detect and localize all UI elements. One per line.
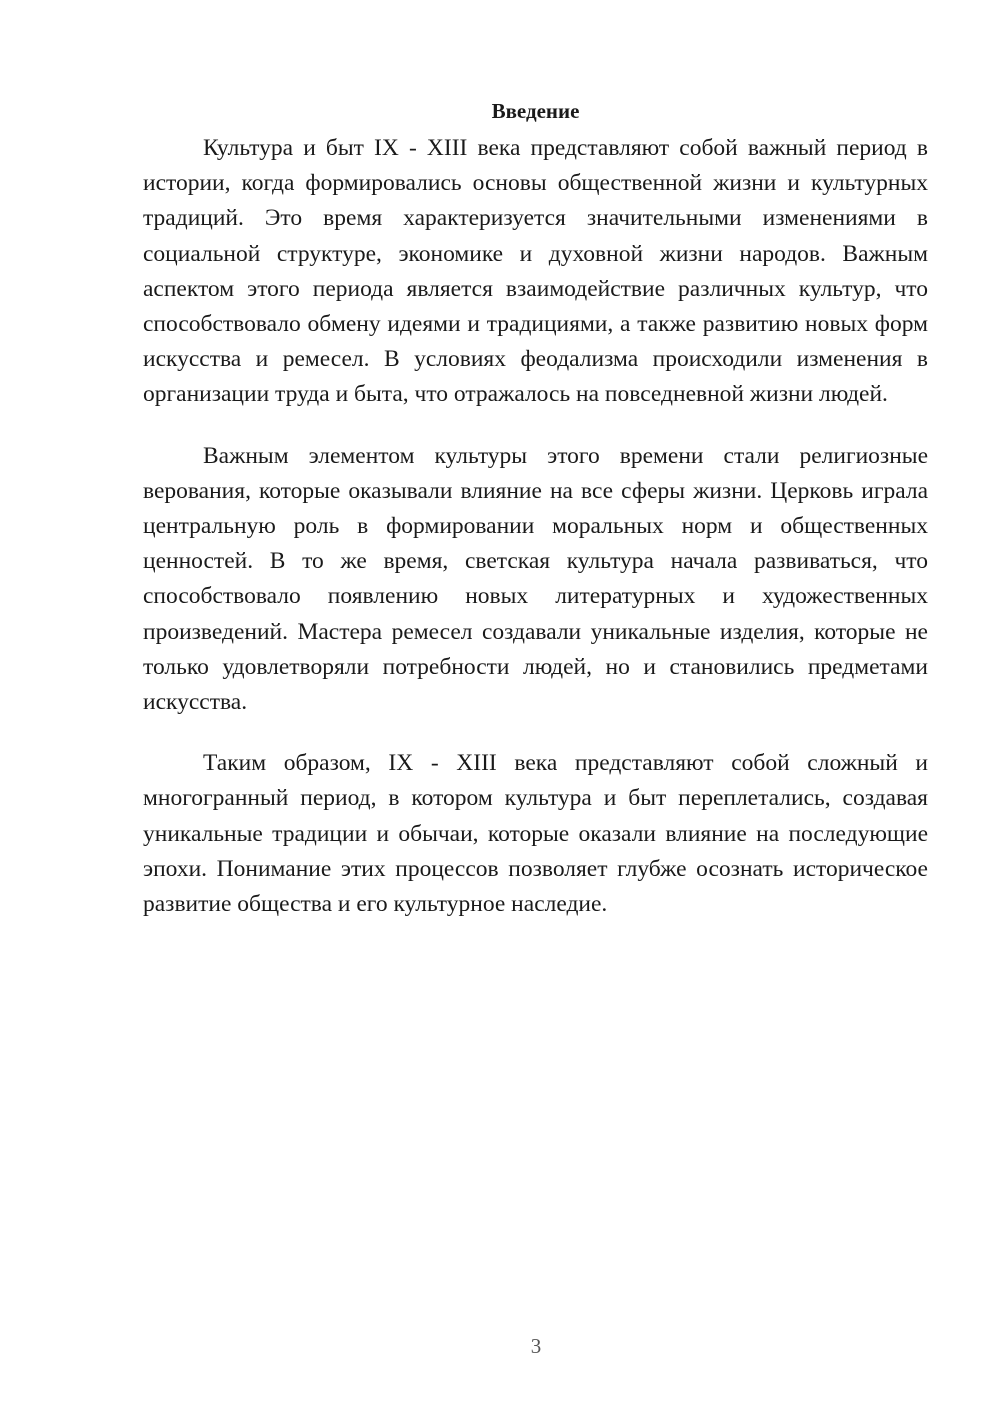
section-heading: Введение	[491, 99, 580, 123]
paragraph-2: Важным элементом культуры этого времени стали религиозные верования, которые оказывали влияние на все сферы жизни. Церковь играла центральную роль в формировании моральных норм и общественных ценностей. В то же время, светская культура начала развиваться, что способствовало появлению новых литературных и художественных произведений. Мастера ремесел создавали уникальные изделия, которые не только удовлетворяли потребности людей, но и становились предметами искусства.	[143, 442, 928, 716]
page-content	[143, 95, 928, 922]
paragraph-3: Таким образом, IX - XIII века представляют собой сложный и многогранный период, в котором культура и быт переплетались, создавая уникальные традиции и обычаи, которые оказали влияние на последующие эпохи. Понимание этих процессов позволяет глубже осознать историческое развитие общества и его культурное наследие.	[143, 750, 928, 918]
paragraph-1: Культура и быт IX - XIII века представляют собой важный период в истории, когда формировались основы общественной жизни и культурных традиций. Это время характеризуется значительными изменениями в социальной структуре, экономике и духовной жизни народов. Важным аспектом этого периода является взаимодействие различных культур, что способствовало обмену идеями и традициями, а также развитию новых форм искусства и ремесел. В условиях феодализма происходили изменения в организации труда и быта, что отражалось на повседневной жизни людей.	[143, 135, 928, 408]
page-number: 3	[530, 1334, 542, 1358]
